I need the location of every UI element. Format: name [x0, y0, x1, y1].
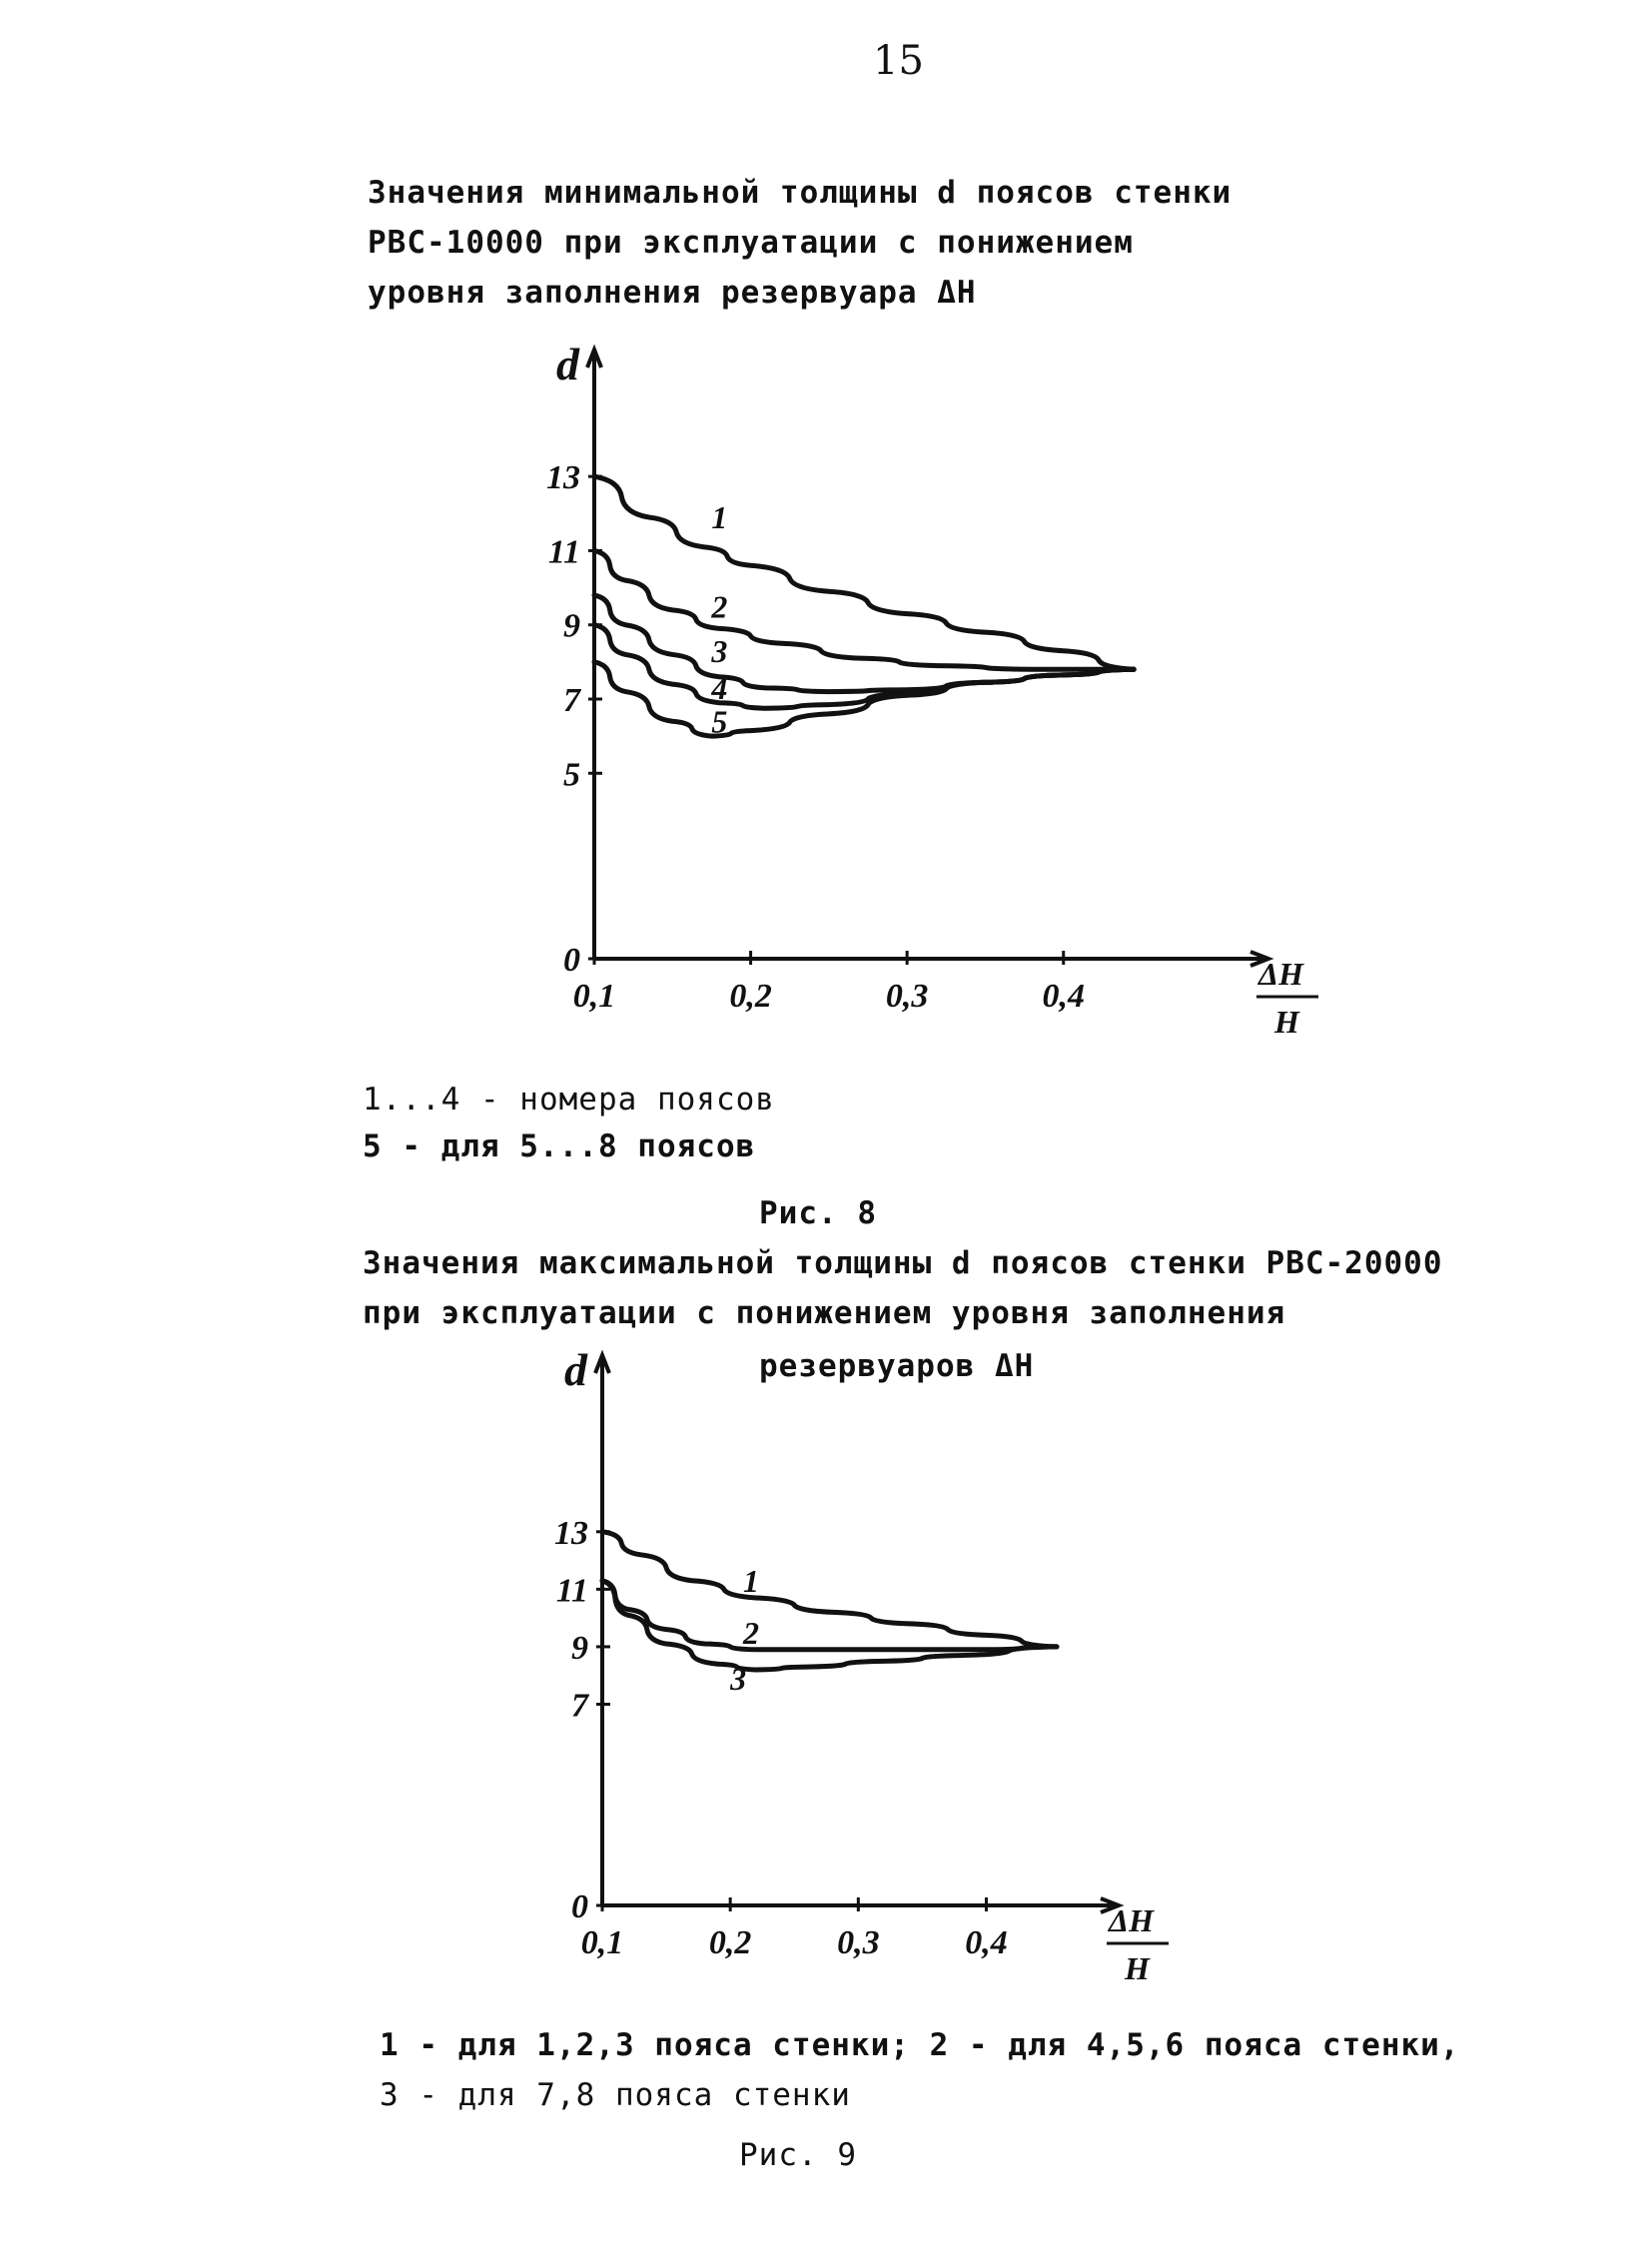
chart9-series-1-label: 1 [742, 1563, 759, 1600]
chart8-x-tick-label: 0,3 [885, 978, 929, 1015]
chart9-y-tick-label: 11 [555, 1572, 588, 1610]
fig8-caption: Рис. 8 [759, 1195, 877, 1231]
chart8-y-tick-label: 11 [547, 533, 580, 571]
page-number: 15 [873, 38, 924, 84]
chart8-y-tick-label: 13 [546, 459, 580, 497]
chart9-series-2-label: 2 [742, 1615, 759, 1652]
fig9-legend-line-2: 3 - для 7,8 пояса стенки [380, 2077, 851, 2113]
fig9-title-line-1: Значения максимальной толщины d поясов стенки РВС-20000 [363, 1245, 1443, 1281]
chart9-x-tick-label: 0,4 [965, 1924, 1008, 1961]
fig8-title-line-3: уровня заполнения резервуара ΔH [368, 275, 977, 311]
chart8-x-label-numerator: ΔH [1258, 956, 1303, 992]
fig9-legend-line-1: 1 - для 1,2,3 пояса стенки; 2 - для 4,5,6 пояса стенки, [380, 2027, 1460, 2063]
fig9-caption: Рис. 9 [739, 2137, 857, 2173]
chart8-series-3-label: 3 [711, 632, 728, 669]
chart8-x-label-denominator: H [1274, 1004, 1299, 1040]
chart8-y-axis-label: d [556, 339, 579, 389]
chart9-x-tick-label: 0,2 [708, 1924, 752, 1961]
chart9-y-tick-label: 9 [571, 1629, 588, 1667]
chart8-y-tick-label: 0 [563, 942, 580, 979]
chart9-y-tick-label: 0 [571, 1888, 588, 1925]
chart9-x-tick-label: 0,1 [580, 1924, 624, 1961]
chart9-y-axis-label: d [564, 1344, 587, 1395]
chart8-series-2-label: 2 [711, 588, 728, 625]
chart8-x-tick-label: 0,2 [729, 978, 772, 1015]
chart9-y-tick-label: 7 [571, 1687, 588, 1725]
chart9-x-label-denominator: H [1125, 1950, 1150, 1986]
chart8-y-tick-label: 7 [563, 682, 580, 719]
chart9-series-3-line [602, 1581, 1057, 1670]
fig8-legend-line-2: 5 - для 5...8 поясов [363, 1128, 756, 1164]
chart9-series-3-label: 3 [730, 1661, 747, 1698]
chart8-y-tick-label: 5 [563, 756, 580, 794]
fig9-title-line-3: резервуаров ΔH [759, 1348, 1035, 1384]
fig8-legend-line-1: 1...4 - номера поясов [363, 1082, 775, 1118]
fig9-title-line-2: при эксплуатации с понижением уровня заполнения [363, 1295, 1286, 1331]
chart9-x-tick-label: 0,3 [837, 1924, 880, 1961]
fig8-title-line-2: РВС-10000 при эксплуатации с понижением [368, 225, 1134, 261]
chart8-y-tick-label: 9 [563, 607, 580, 645]
chart8-x-tick-label: 0,4 [1042, 978, 1085, 1015]
fig8-title-line-1: Значения минимальной толщины d поясов стенки [368, 175, 1233, 211]
chart9-series-2-line [602, 1581, 1057, 1650]
chart9-x-label-numerator: ΔH [1109, 1902, 1154, 1938]
chart8-series-5-label: 5 [711, 703, 728, 740]
chart8-x-tick-label: 0,1 [572, 978, 616, 1015]
chart8-series-1-label: 1 [711, 499, 728, 536]
chart9-y-tick-label: 13 [554, 1514, 588, 1552]
chart8-series-4-label: 4 [711, 670, 728, 706]
